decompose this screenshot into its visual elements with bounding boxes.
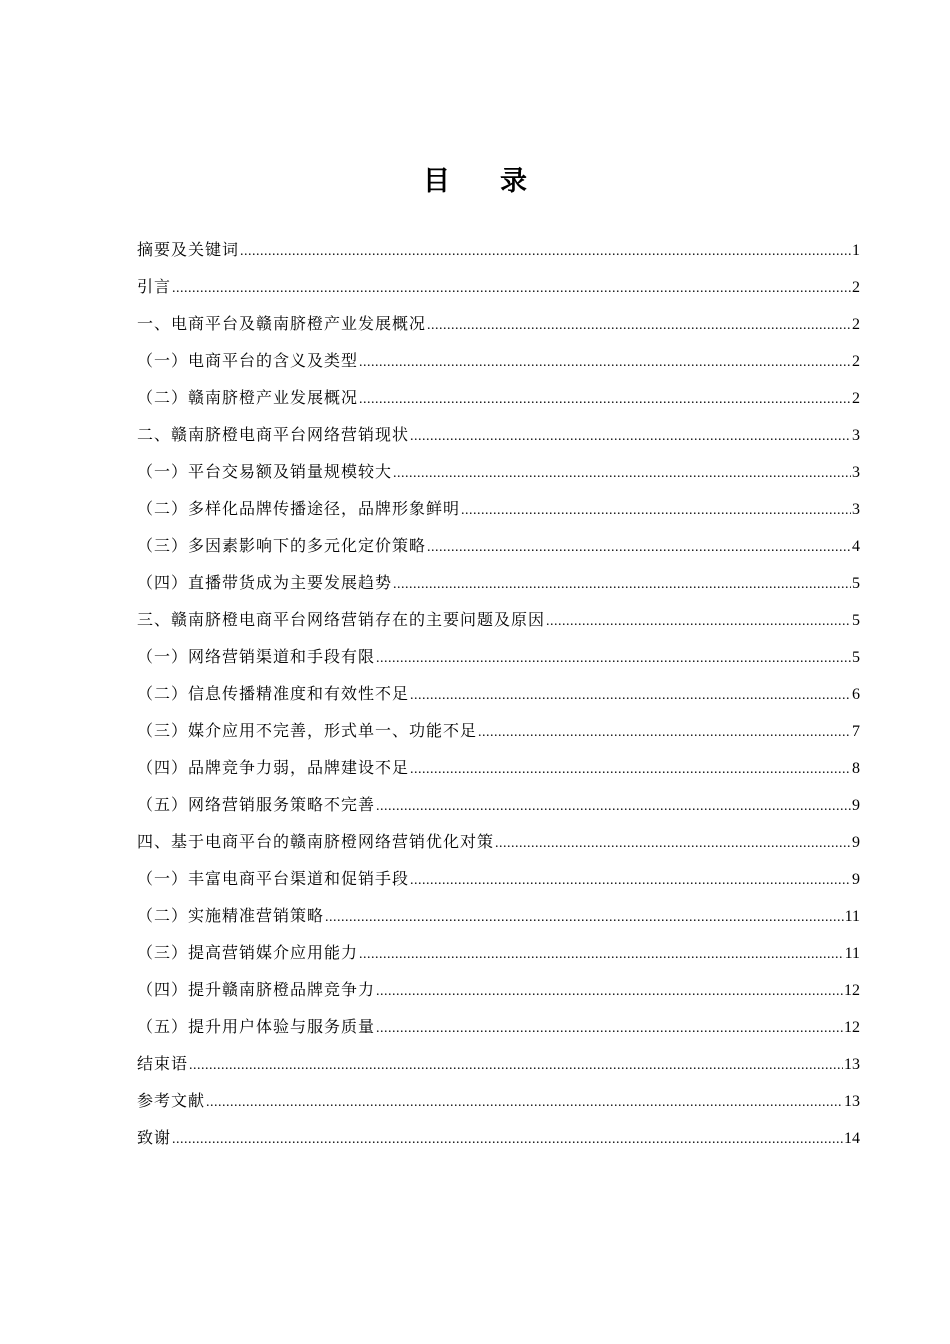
toc-page-number: 9 <box>852 797 860 814</box>
toc-page-number: 1 <box>852 242 860 259</box>
toc-page-number: 3 <box>852 501 860 518</box>
toc-entry[interactable] <box>137 564 860 601</box>
toc-page-number: 2 <box>852 353 860 370</box>
toc-entry-text: （三）媒介应用不完善，形式单一、功能不足 <box>137 721 478 740</box>
toc-entry[interactable] <box>137 897 860 934</box>
toc-entry[interactable] <box>137 305 860 342</box>
toc-leader-dots <box>359 381 851 418</box>
toc-entry-text: （二）实施精准营销策略 <box>137 906 325 925</box>
toc-entry-text: （一）平台交易额及销量规模较大 <box>137 462 393 481</box>
toc-entry-text: （三）提高营销媒介应用能力 <box>137 943 359 962</box>
toc-entry-text: 一、电商平台及赣南脐橙产业发展概况 <box>137 314 427 333</box>
toc-entry-text: 结束语 <box>137 1054 189 1073</box>
toc-entry-text: （五）网络营销服务策略不完善 <box>137 795 376 814</box>
toc-page-number: 11 <box>844 908 860 925</box>
toc-leader-dots <box>427 307 851 344</box>
toc-entry-text: （一）丰富电商平台渠道和促销手段 <box>137 869 410 888</box>
toc-leader-dots <box>376 788 851 825</box>
toc-entry-text: 参考文献 <box>137 1091 206 1110</box>
toc-entry-text: 引言 <box>137 277 172 296</box>
toc-page-number: 8 <box>852 760 860 777</box>
toc-leader-dots <box>376 1010 843 1047</box>
toc-entry-text: 二、赣南脐橙电商平台网络营销现状 <box>137 425 410 444</box>
toc-entry-text: （五）提升用户体验与服务质量 <box>137 1017 376 1036</box>
toc-leader-dots <box>325 899 844 936</box>
toc-leader-dots <box>206 1084 843 1121</box>
toc-leader-dots <box>359 936 844 973</box>
toc-leader-dots <box>172 1121 843 1158</box>
toc-leader-dots <box>410 751 851 788</box>
toc-leader-dots <box>189 1047 843 1084</box>
title-char-2: 录 <box>500 166 527 198</box>
toc-entry-text: 三、赣南脐橙电商平台网络营销存在的主要问题及原因 <box>137 610 546 629</box>
toc-entry[interactable] <box>137 823 860 860</box>
toc-leader-dots <box>478 714 851 751</box>
toc-leader-dots <box>240 233 851 270</box>
toc-page-number: 3 <box>852 427 860 444</box>
toc-entry-text: 四、基于电商平台的赣南脐橙网络营销优化对策 <box>137 832 495 851</box>
toc-page-number: 14 <box>844 1130 860 1147</box>
title-char-1: 目 <box>423 166 450 198</box>
toc-entry-text: （二）多样化品牌传播途径，品牌形象鲜明 <box>137 499 461 518</box>
toc-page-number: 2 <box>852 316 860 333</box>
toc-entry-text: （二）赣南脐橙产业发展概况 <box>137 388 359 407</box>
toc-page-number: 9 <box>852 834 860 851</box>
toc-entry-text: （四）品牌竞争力弱，品牌建设不足 <box>137 758 410 777</box>
toc-page-number: 13 <box>844 1093 860 1110</box>
toc-entry-text: （四）提升赣南脐橙品牌竞争力 <box>137 980 376 999</box>
toc-page-number: 13 <box>844 1056 860 1073</box>
toc-entry[interactable] <box>137 490 860 527</box>
toc-entry-text: （三）多因素影响下的多元化定价策略 <box>137 536 427 555</box>
toc-page-number: 7 <box>852 723 860 740</box>
toc-leader-dots <box>410 418 851 455</box>
toc-leader-dots <box>461 492 851 529</box>
toc-entry-text: （一）电商平台的含义及类型 <box>137 351 359 370</box>
toc-entry[interactable] <box>137 1045 860 1082</box>
toc-entry[interactable] <box>137 749 860 786</box>
toc-entry-text: （四）直播带货成为主要发展趋势 <box>137 573 393 592</box>
toc-page-number: 12 <box>844 1019 860 1036</box>
toc-entry[interactable] <box>137 786 860 823</box>
toc-entry[interactable] <box>137 601 860 638</box>
toc-entry-text: （一）网络营销渠道和手段有限 <box>137 647 376 666</box>
toc-entry[interactable] <box>137 342 860 379</box>
toc-entry[interactable] <box>137 934 860 971</box>
toc-leader-dots <box>427 529 851 566</box>
toc-entry[interactable] <box>137 453 860 490</box>
toc-entry[interactable] <box>137 1119 860 1156</box>
table-of-contents <box>137 231 860 1156</box>
toc-entry[interactable] <box>137 1008 860 1045</box>
toc-entry[interactable] <box>137 231 860 268</box>
toc-leader-dots <box>546 603 851 640</box>
toc-page-number: 2 <box>852 279 860 296</box>
toc-entry[interactable] <box>137 268 860 305</box>
toc-entry[interactable] <box>137 712 860 749</box>
toc-leader-dots <box>172 270 851 307</box>
toc-entry[interactable] <box>137 379 860 416</box>
toc-entry-text: 致谢 <box>137 1128 172 1147</box>
toc-page-number: 11 <box>844 945 860 962</box>
toc-entry[interactable] <box>137 675 860 712</box>
toc-entry[interactable] <box>137 1082 860 1119</box>
toc-entry[interactable] <box>137 638 860 675</box>
toc-leader-dots <box>495 825 851 862</box>
page-title <box>0 164 950 200</box>
toc-entry-text: 摘要及关键词 <box>137 240 240 259</box>
toc-entry[interactable] <box>137 971 860 1008</box>
toc-page-number: 5 <box>852 649 860 666</box>
toc-page-number: 6 <box>852 686 860 703</box>
toc-page-number: 2 <box>852 390 860 407</box>
toc-leader-dots <box>410 862 851 899</box>
toc-entry-text: （二）信息传播精准度和有效性不足 <box>137 684 410 703</box>
toc-entry[interactable] <box>137 860 860 897</box>
toc-page-number: 4 <box>852 538 860 555</box>
toc-leader-dots <box>359 344 851 381</box>
toc-leader-dots <box>393 455 851 492</box>
toc-page-number: 3 <box>852 464 860 481</box>
toc-page-number: 5 <box>852 575 860 592</box>
toc-page-number: 5 <box>852 612 860 629</box>
toc-entry[interactable] <box>137 416 860 453</box>
toc-entry[interactable] <box>137 527 860 564</box>
toc-leader-dots <box>376 640 851 677</box>
toc-page-number: 12 <box>844 982 860 999</box>
toc-leader-dots <box>410 677 851 714</box>
toc-page-number: 9 <box>852 871 860 888</box>
toc-leader-dots <box>376 973 843 1010</box>
toc-leader-dots <box>393 566 851 603</box>
